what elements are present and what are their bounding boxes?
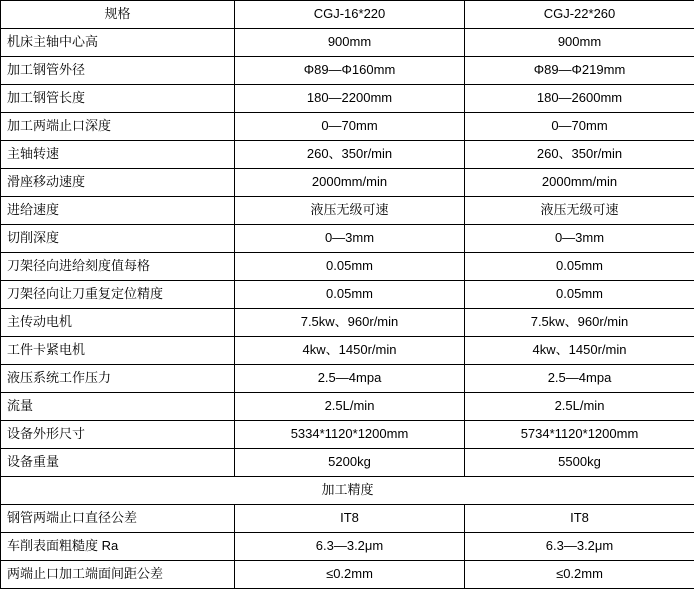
row-value-a: 260、350r/min [235,141,465,169]
row-label: 刀架径向让刀重复定位精度 [1,281,235,309]
table-row [1,533,694,561]
table-row [1,505,694,533]
row-value-b: 6.3—3.2μm [465,533,694,561]
table-row [1,169,694,197]
row-label: 设备重量 [1,449,235,477]
row-value-b: 2.5L/min [465,393,694,421]
row-label: 钢管两端止口直径公差 [1,505,235,533]
row-value-b: 0—70mm [465,113,694,141]
row-value-b: ≤0.2mm [465,561,694,589]
table-row [1,225,694,253]
row-value-a: 4kw、1450r/min [235,337,465,365]
table-row [1,309,694,337]
row-value-a: ≤0.2mm [235,561,465,589]
table-row [1,141,694,169]
row-label: 工件卡紧电机 [1,337,235,365]
header-cell-model-a: CGJ-16*220 [235,1,465,29]
table-row [1,365,694,393]
row-value-b: 0—3mm [465,225,694,253]
table-header-row [1,1,694,29]
row-label: 流量 [1,393,235,421]
row-label: 两端止口加工端面间距公差 [1,561,235,589]
table-row [1,85,694,113]
row-label: 刀架径向进给刻度值每格 [1,253,235,281]
table-row [1,337,694,365]
row-value-b: 180—2600mm [465,85,694,113]
row-label: 车削表面粗糙度 Ra [1,533,235,561]
row-label: 加工两端止口深度 [1,113,235,141]
table-row [1,561,694,589]
row-value-a: 0—70mm [235,113,465,141]
row-value-a: 0.05mm [235,253,465,281]
row-value-a: 6.3—3.2μm [235,533,465,561]
row-value-a: 900mm [235,29,465,57]
row-value-a: 5334*1120*1200mm [235,421,465,449]
row-value-a: 2.5L/min [235,393,465,421]
row-value-b: 2000mm/min [465,169,694,197]
row-label: 主传动电机 [1,309,235,337]
row-label: 加工钢管外径 [1,57,235,85]
table-row [1,253,694,281]
row-label: 进给速度 [1,197,235,225]
row-value-a: 液压无级可速 [235,197,465,225]
header-cell-model-b: CGJ-22*260 [465,1,694,29]
table-row [1,197,694,225]
table-row [1,29,694,57]
row-label: 加工钢管长度 [1,85,235,113]
row-value-a: 2000mm/min [235,169,465,197]
row-value-b: 5500kg [465,449,694,477]
table-row [1,421,694,449]
row-label: 滑座移动速度 [1,169,235,197]
row-value-b: Φ89—Φ219mm [465,57,694,85]
table-row [1,281,694,309]
row-value-a: 0.05mm [235,281,465,309]
row-value-b: 0.05mm [465,281,694,309]
row-value-b: 5734*1120*1200mm [465,421,694,449]
table-row [1,449,694,477]
row-value-a: IT8 [235,505,465,533]
row-value-b: 0.05mm [465,253,694,281]
section-header-row [1,477,694,505]
row-value-a: Φ89—Φ160mm [235,57,465,85]
row-label: 液压系统工作压力 [1,365,235,393]
row-value-a: 180—2200mm [235,85,465,113]
row-value-b: IT8 [465,505,694,533]
row-label: 设备外形尺寸 [1,421,235,449]
table-row [1,57,694,85]
table-row [1,113,694,141]
row-value-a: 0—3mm [235,225,465,253]
row-value-b: 4kw、1450r/min [465,337,694,365]
table-body [1,1,694,589]
row-value-a: 5200kg [235,449,465,477]
row-value-a: 2.5—4mpa [235,365,465,393]
row-value-b: 液压无级可速 [465,197,694,225]
row-value-b: 900mm [465,29,694,57]
row-label: 机床主轴中心高 [1,29,235,57]
table-row [1,393,694,421]
row-label: 主轴转速 [1,141,235,169]
section-title: 加工精度 [1,477,694,505]
header-cell-spec: 规格 [1,1,235,29]
row-value-b: 260、350r/min [465,141,694,169]
row-label: 切削深度 [1,225,235,253]
row-value-a: 7.5kw、960r/min [235,309,465,337]
row-value-b: 2.5—4mpa [465,365,694,393]
row-value-b: 7.5kw、960r/min [465,309,694,337]
